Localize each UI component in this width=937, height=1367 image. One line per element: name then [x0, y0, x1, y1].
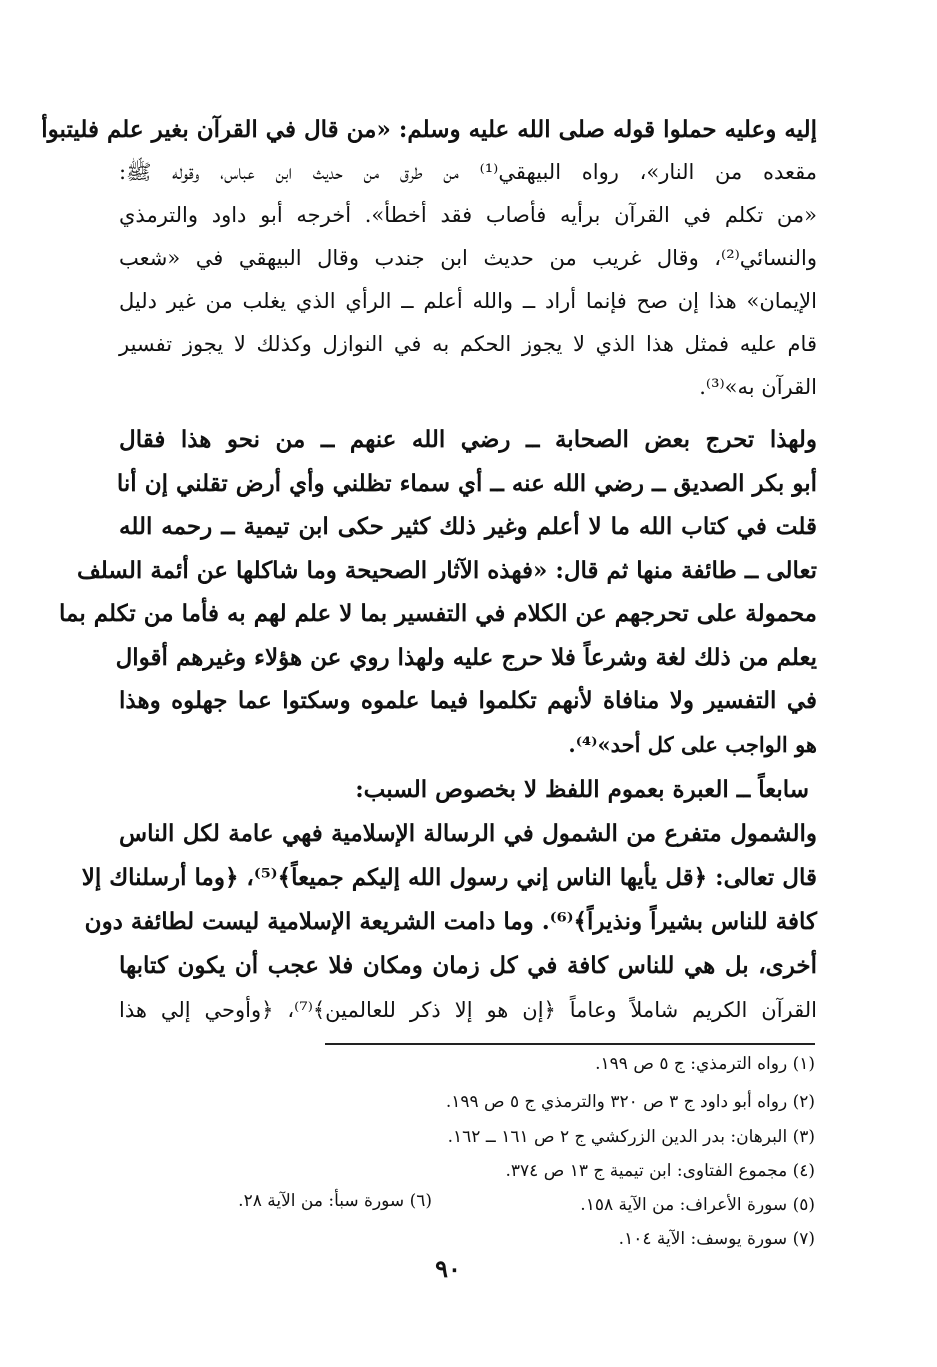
footnote-separator — [325, 1043, 815, 1045]
paragraph-3 — [81, 812, 817, 1032]
paragraph-1-line: مقعده من النار»، رواه البيهقي⁽¹⁾ من طرق من حديث ابن عباس، وقوله ﷺ: — [119, 160, 817, 184]
footnote-5: (٥) سورة الأعراف: من الآية ١٥٨. — [580, 1195, 815, 1215]
paragraph-2-line: محمولة على تحرجهم عن الكلام في التفسير بما لا علم لهم به فأما من تكلم بما — [59, 600, 817, 627]
paragraph-3-line: أخرى، بل هي للناس كافة في كل زمان ومكان فلا عجب أن يكون كتابها — [119, 952, 817, 979]
paragraph-2-line: أبو بكر الصديق ــ رضي الله عنه ــ أي سماء تظلني وأي أرض تقلني إن أنا — [116, 469, 817, 497]
paragraph-1-line: الإيمان» هذا إن صح فإنما أراد ــ والله أعلم ــ الرأي الذي يغلب من غير دليل — [119, 289, 817, 313]
section-heading: سابعاً ــ العبرة بعموم اللفظ لا بخصوص السبب: — [355, 776, 809, 803]
paragraph-1-line: والنسائي⁽²⁾، وقال غريب من حديث ابن جندب وقال البيهقي في «شعب — [119, 246, 817, 270]
paragraph-2-line: يعلم من ذلك لغة وشرعاً فلا حرج عليه ولهذا روي عن هؤلاء وغيرهم أقوال — [115, 643, 817, 671]
paragraph-3-line: القرآن الكريم شاملاً وعاماً ﴿إن هو إلا ذكر للعالمين﴾⁽⁷⁾، ﴿وأوحي إلي هذا — [119, 998, 817, 1022]
paragraph-2-line: هو الواجب على كل أحد»⁽⁴⁾. — [568, 731, 817, 757]
paragraph-3-line: والشمول متفرع من الشمول في الرسالة الإسلامية فهي عامة لكل الناس — [119, 820, 817, 847]
paragraph-2-line: تعالى ــ طائفة منها ثم قال: «فهذه الآثار الصحيحة وما شاكلها عن أئمة السلف — [76, 556, 817, 584]
paragraph-2-line: في التفسير ولا منافاة لأنهم تكلموا فيما علموه وسكتوا عما جهلوه وهذا — [119, 687, 817, 714]
paragraph-3-line: قال تعالى: ﴿قل يأيها الناس إني رسول الله إليكم جميعاً﴾⁽⁵⁾، ﴿وما أرسلناك إلا — [81, 864, 817, 891]
paragraph-2 — [59, 418, 817, 766]
paragraph-1-line: قام عليه فمثل هذا الذي لا يجوز الحكم به في النوازل وكذلك لا يجوز تفسير — [119, 332, 817, 356]
paragraph-3-line: كافة للناس بشيراً ونذيراً﴾⁽⁶⁾. وما دامت الشريعة الإسلامية ليست لطائفة دون — [84, 908, 817, 935]
footnote-3: (٣) البرهان: بدر الدين الزركشي ج ٢ ص ١٦١ ــ ١٦٢. — [447, 1127, 815, 1147]
paragraph-1-line: إليه وعليه حملوا قوله صلى الله عليه وسلم: «من قال في القرآن بغير علم فليتبوأ — [41, 116, 817, 143]
paragraph-1-line: القرآن به»⁽³⁾. — [699, 375, 817, 399]
footnote-6: (٦) سورة سبأ: من الآية ٢٨. — [238, 1191, 432, 1211]
paragraph-2-line: قلت في كتاب الله ما لا أعلم وغير ذلك كثير حكى ابن تيمية ــ رحمه الله — [119, 513, 817, 540]
footnote-4: (٤) مجموع الفتاوى: ابن تيمية ج ١٣ ص ٣٧٤. — [505, 1161, 815, 1181]
paragraph-2-line: ولهذا تحرج بعض الصحابة ــ رضي الله عنهم ــ من نحو هذا فقال — [119, 426, 817, 453]
page-number: ٩٠ — [435, 1254, 461, 1283]
paragraph-1 — [41, 108, 817, 409]
footnote-1: (١) رواه الترمذي: ج ٥ ص ١٩٩. — [595, 1054, 815, 1074]
footnote-2: (٢) رواه أبو داود ج ٣ ص ٣٢٠ والترمذي ج ٥ ص ١٩٩. — [445, 1092, 815, 1112]
footnote-7: (٧) سورة يوسف: الآية ١٠٤. — [618, 1229, 815, 1249]
paragraph-1-line: «من تكلم في القرآن برأيه فأصاب فقد أخطأ». أخرجه أبو داود والترمذي — [119, 203, 817, 227]
